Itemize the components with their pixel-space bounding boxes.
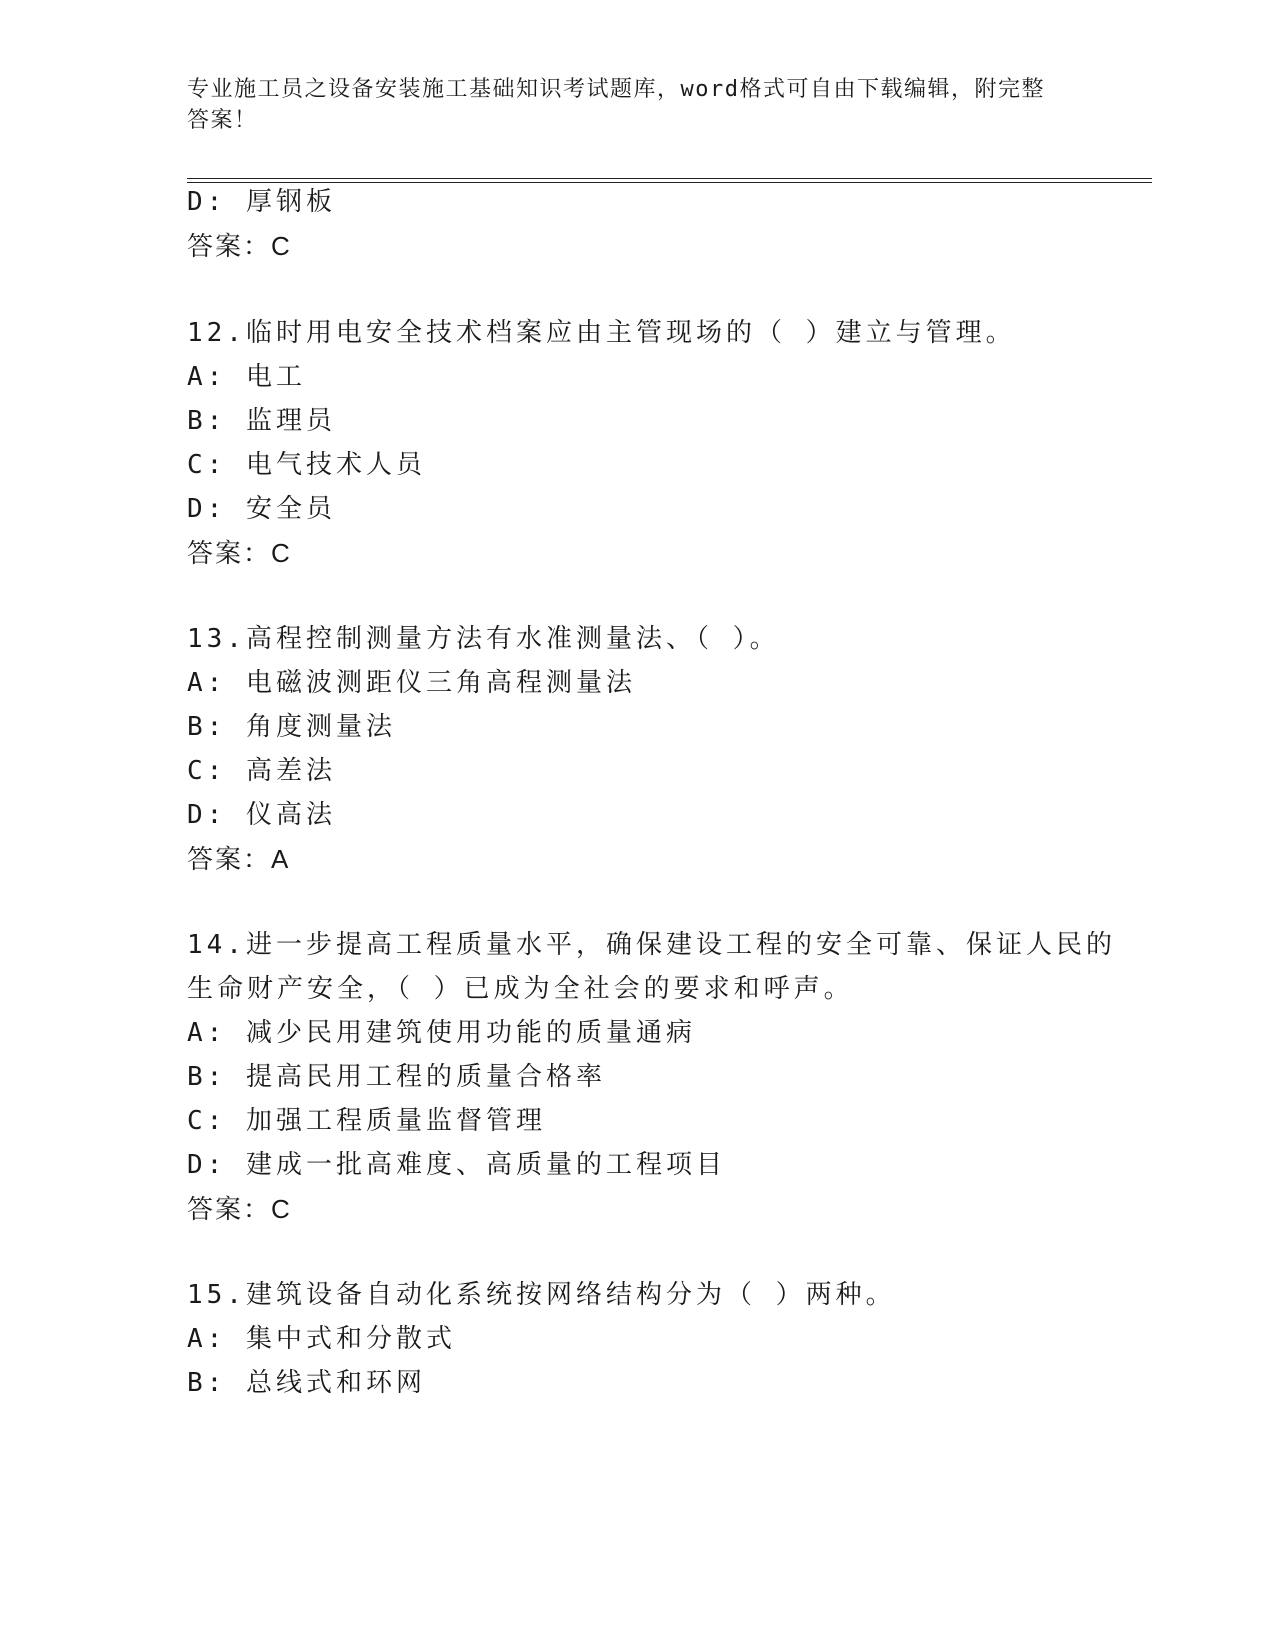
q14-option-a: A: 减少民用建筑使用功能的质量通病 [187, 1018, 696, 1048]
q14-question-line1: 14.进一步提高工程质量水平，确保建设工程的安全可靠、保证人民的 [187, 930, 1116, 960]
q13-option-d: D: 仪高法 [187, 800, 336, 830]
q13-option-a: A: 电磁波测距仪三角高程测量法 [187, 668, 636, 698]
q14-question-line2: 生命财产安全，（ ）已成为全社会的要求和呼声。 [187, 974, 854, 1004]
q15-option-b: B: 总线式和环网 [187, 1368, 426, 1398]
q13-answer: 答案：A [187, 844, 291, 874]
q12-option-c: C: 电气技术人员 [187, 450, 426, 480]
q12-option-a: A: 电工 [187, 362, 306, 392]
q14-option-b: B: 提高民用工程的质量合格率 [187, 1062, 606, 1092]
header-divider-top [187, 178, 1152, 179]
q13-option-c: C: 高差法 [187, 756, 336, 786]
q14-answer: 答案：C [187, 1194, 292, 1224]
q12-option-b: B: 监理员 [187, 406, 336, 436]
q14-option-d: D: 建成一批高难度、高质量的工程项目 [187, 1150, 726, 1180]
q14-option-c: C: 加强工程质量监督管理 [187, 1106, 546, 1136]
q11-answer: 答案：C [187, 231, 292, 261]
q12-answer: 答案：C [187, 538, 292, 568]
q15-option-a: A: 集中式和分散式 [187, 1324, 456, 1354]
document-header: 专业施工员之设备安装施工基础知识考试题库，word格式可自由下载编辑，附完整答案！ [187, 77, 1045, 133]
q13-question: 13.高程控制测量方法有水准测量法、（ ）。 [187, 624, 780, 654]
q15-question: 15.建筑设备自动化系统按网络结构分为（ ）两种。 [187, 1280, 896, 1310]
q12-question: 12.临时用电安全技术档案应由主管现场的（ ）建立与管理。 [187, 318, 1016, 348]
header-divider-bottom [187, 182, 1152, 183]
q13-option-b: B: 角度测量法 [187, 712, 396, 742]
q12-option-d: D: 安全员 [187, 494, 336, 524]
q11-option-d: D: 厚钢板 [187, 187, 336, 217]
